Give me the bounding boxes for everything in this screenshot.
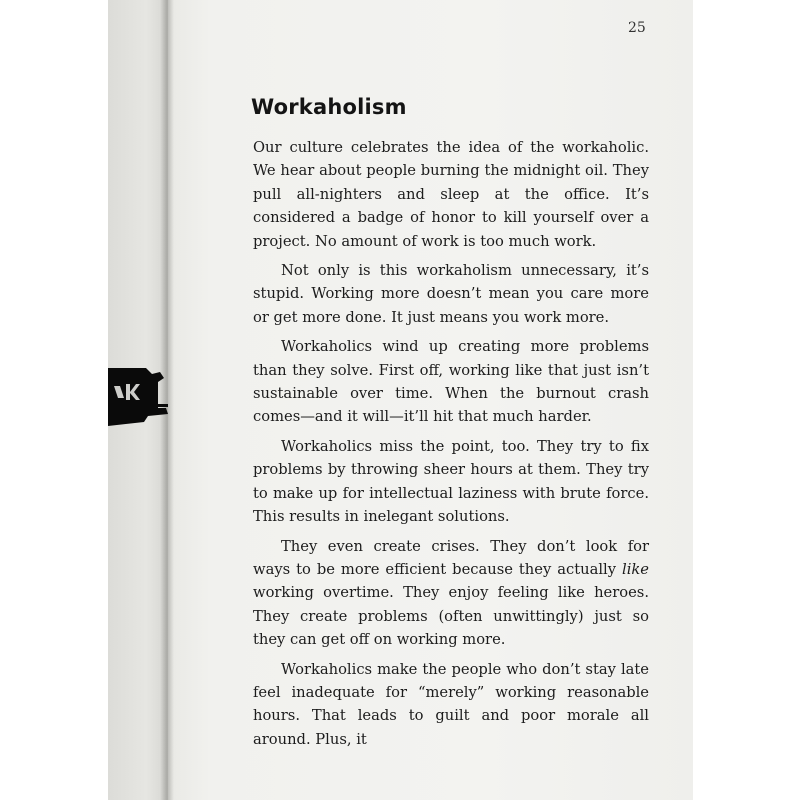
page-number: 25 [628,20,646,36]
body-text [253,136,649,757]
paragraph: Our culture celebrates the idea of the workaholic. We hear about people burning the midnight oil. They pull all-nighters and sleep at the office. It’s considered a badge of honor to kill yourself over a project. No amount of work is too much work. [253,139,649,250]
page-title: Workaholism [251,95,407,119]
paragraph: Workaholics wind up creating more problems than they solve. First off, working like that just isn’t sustainable over time. When the burnout crash comes—and it will—it’ll hit that much harder. [253,338,649,426]
paragraph: Not only is this workaholism unnecessary, it’s stupid. Working more doesn’t mean you care more or get more done. It just means you work more. [253,262,649,326]
emphasis-text: like [622,560,649,578]
paragraph: Workaholics miss the point, too. They try to fix problems by throwing sheer hours at them. They try to make up for intellectual laziness with brute force. This results in inelegant solutions. [253,437,649,526]
watermark-stamp-icon [688,742,758,800]
paragraph: They even create crises. They don’t look for ways to be more efficient because they actually like working overtime. They enjoy feeling like heroes. They create problems (often unwittingly) just so they can get off on working more. [253,537,649,649]
paragraph: Workaholics make the people who don’t stay late feel inadequate for “merely” working reasonable hours. That leads to guilt and poor morale all around. Plus, it [253,660,649,748]
black-illustration-icon [108,368,168,428]
